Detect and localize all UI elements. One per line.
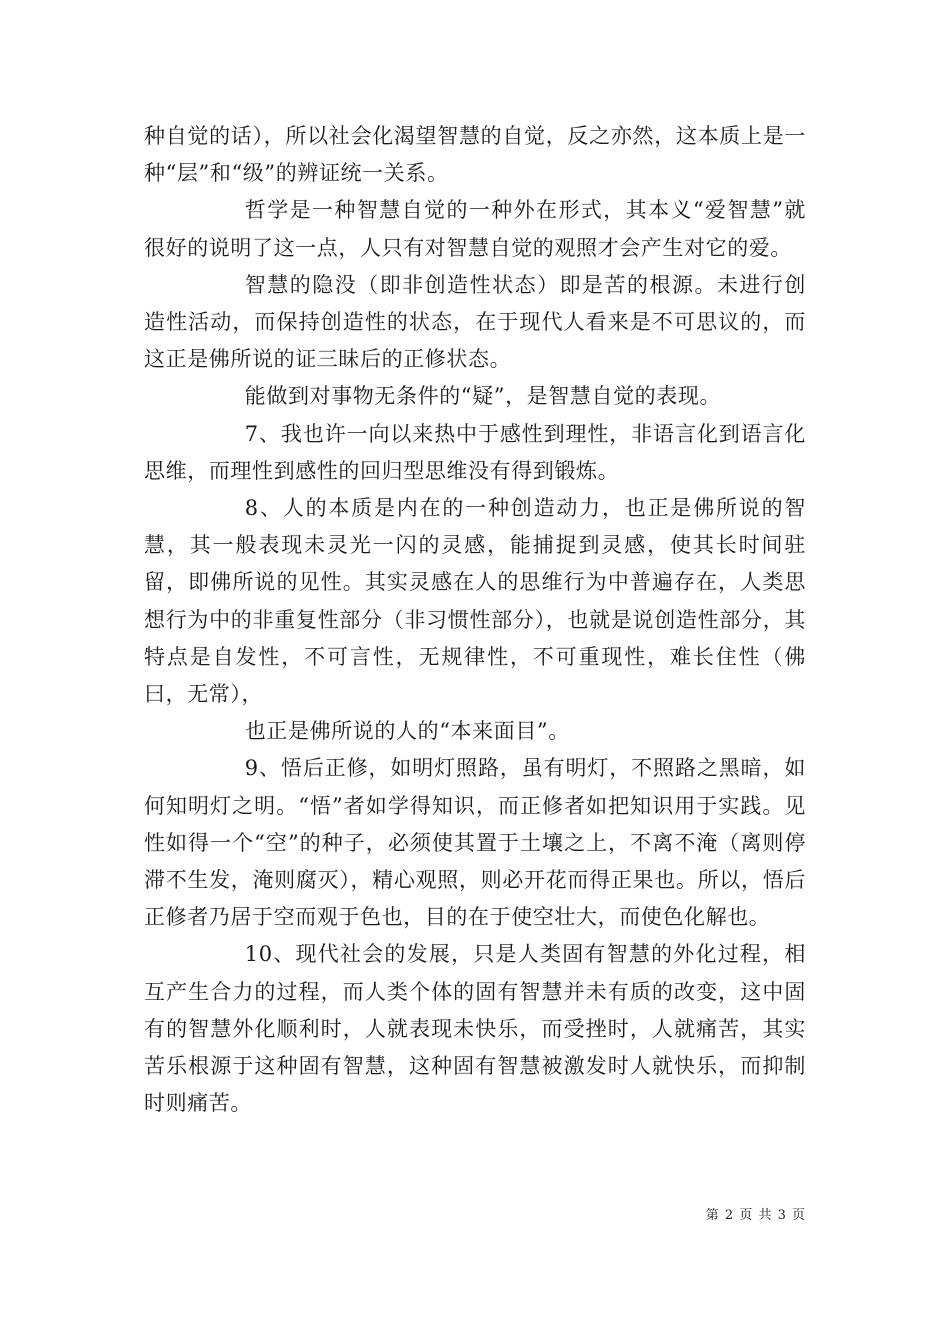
paragraph-wisdom-hidden: 智慧的隐没（即非创造性状态）即是苦的根源。未进行创造性活动，而保持创造性的状态，在于现代人看来是不可思议的，而这正是佛所说的证三昧后的正修状态。 xyxy=(144,272,806,372)
paragraph-continuation: 种自觉的话），所以社会化渴望智慧的自觉，反之亦然，这本质上是一种“层”和“级”的辨证统一关系。 xyxy=(144,124,806,186)
paragraph-philosophy: 哲学是一种智慧自觉的一种外在形式，其本义“爱智慧”就很好的说明了这一点，人只有对智慧自觉的观照才会产生对它的爱。 xyxy=(144,198,806,260)
paragraph-doubt: 能做到对事物无条件的“疑”，是智慧自觉的表现。 xyxy=(244,384,722,409)
paragraph-original-face: 也正是佛所说的人的“本来面目”。 xyxy=(244,719,570,744)
paragraph-item-8: 8、人的本质是内在的一种创造动力，也正是佛所说的智慧，其一般表现未灵光一闪的灵感，能捕捉到灵感，使其长时间驻留，即佛所说的见性。其实灵感在人的思维行为中普遍存在，人类思想行为中的非重复性部分（非习惯性部分），也就是说创造性部分，其特点是自发性，不可言性，无规律性，不可重现性，难长住性（佛曰，无常）， xyxy=(144,496,806,707)
document-body xyxy=(144,118,806,1122)
paragraph-item-7: 7、我也许一向以来热中于感性到理性，非语言化到语言化思维，而理性到感性的回归型思维没有得到锻炼。 xyxy=(144,421,806,483)
paragraph-item-10: 10、现代社会的发展，只是人类固有智慧的外化过程，相互产生合力的过程，而人类个体的固有智慧并未有质的改变，这中固有的智慧外化顺利时，人就表现未快乐，而受挫时，人就痛苦，其实苦乐根源于这种固有智慧，这种固有智慧被激发时人就快乐，而抑制时则痛苦。 xyxy=(144,942,806,1116)
paragraph-item-9: 9、悟后正修，如明灯照路，虽有明灯，不照路之黑暗，如何知明灯之明。“悟”者如学得知识，而正修者如把知识用于实践。见性如得一个“空”的种子，必须使其置于土壤之上，不离不淹（离则停滞不生发，淹则腐灭），精心观照，则必开花而得正果也。所以，悟后正修者乃居于空而观于色也，目的在于使空壮大，而使色化解也。 xyxy=(144,756,806,930)
page-number-footer: 第 2 页 共 3 页 xyxy=(705,1208,806,1223)
